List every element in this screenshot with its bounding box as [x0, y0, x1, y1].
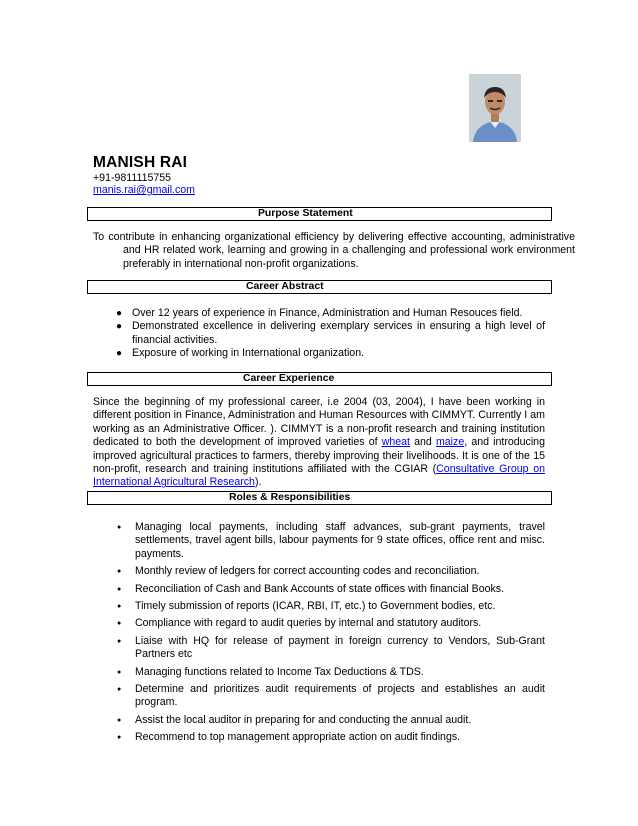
- maize-link[interactable]: maize: [435, 436, 465, 449]
- bullet-icon: ●: [117, 524, 122, 531]
- phone-number: +91-9811115755: [93, 172, 172, 184]
- list-item: ● Demonstrated excellence in delivering exemplary services in ensuring a high level of financial activities.: [116, 320, 545, 346]
- bullet-icon: ●: [116, 308, 123, 319]
- list-item: ● Determine and prioritizes audit requirements of projects and establishes an audit program.: [117, 683, 545, 709]
- roles-heading-box: [87, 491, 552, 505]
- bullet-icon: ●: [117, 568, 122, 576]
- experience-text: Since the beginning of my professional career, i.e 2004 (03, 2004), I have been working in different position in Finance, Administration and Human Resources with CIMMYT. Currently I am working as an Administrative Officer. ). CIMMYT is a non-profit research and training institution dedicated to both the development of improved varieties of wheat and maize, and introducing improved agricultural practices to farmers, thereby improving their livelihoods. It is one of the 15 non-profit, research and training institutions affiliated with the CGIAR (Consultative Group on International Agricultural Research).: [93, 396, 545, 489]
- list-item: ● Recommend to top management appropriate action on audit findings.: [117, 731, 461, 744]
- list-item: ● Reconciliation of Cash and Bank Accounts of state offices with financial Books.: [117, 582, 505, 595]
- profile-photo: [469, 74, 521, 142]
- list-item: ● Managing functions related to Income Tax Deductions & TDS.: [117, 665, 424, 678]
- bullet-icon: ●: [117, 716, 122, 724]
- abstract-list: [115, 307, 545, 361]
- list-item: ● Liaise with HQ for release of payment in foreign currency to Vendors, Sub-Grant Partners etc: [117, 634, 545, 661]
- bullet-icon: ●: [117, 668, 122, 676]
- bullet-icon: ●: [116, 348, 123, 360]
- wheat-link[interactable]: wheat: [381, 436, 410, 449]
- list-item: ● Exposure of working in International organization.: [116, 347, 365, 360]
- person-photo-icon: [469, 74, 521, 142]
- list-item: ● Timely submission of reports (ICAR, RBI, IT, etc.) to Government bodies, etc.: [117, 600, 496, 613]
- roles-heading: Roles & Responsibilities: [229, 492, 351, 503]
- bullet-icon: ●: [117, 620, 122, 628]
- roles-list: [117, 521, 545, 749]
- bullet-icon: ●: [116, 321, 123, 333]
- list-item: ● Compliance with regard to audit queries by internal and statutory auditors.: [117, 617, 482, 630]
- candidate-name: MANISH RAI: [93, 154, 188, 171]
- list-item: ● Assist the local auditor in preparing for and conducting the annual audit.: [117, 713, 472, 726]
- bullet-icon: ●: [117, 637, 122, 645]
- email-link[interactable]: manis.rai@gmail.com: [93, 184, 196, 196]
- bullet-icon: ●: [117, 734, 122, 742]
- bullet-icon: ●: [117, 585, 122, 593]
- bullet-icon: ●: [117, 603, 122, 611]
- list-item: ● Over 12 years of experience in Finance, Administration and Human Resouces field.: [116, 307, 523, 319]
- purpose-text: To contribute in enhancing organizational efficiency by delivering effective accounting, administrative and HR related work, learning and growing in a challenging and professional work environment preferably in international non-profit organizations.: [93, 231, 575, 270]
- abstract-heading-box: [87, 280, 552, 294]
- purpose-heading: Purpose Statement: [258, 208, 353, 219]
- experience-heading: Career Experience: [243, 373, 335, 384]
- bullet-icon: ●: [117, 686, 122, 694]
- abstract-heading: Career Abstract: [246, 281, 324, 292]
- list-item: ● Managing local payments, including staff advances, sub-grant payments, travel settlements, travel agent bills, labour payments for 9 state offices, office rent and misc. payments.: [117, 521, 545, 560]
- list-item: ● Monthly review of ledgers for correct accounting codes and reconciliation.: [117, 565, 480, 578]
- purpose-heading-box: [87, 207, 552, 221]
- cgiar-link[interactable]: Consultative Group on International Agricultural Research: [93, 463, 545, 489]
- experience-heading-box: [87, 372, 552, 386]
